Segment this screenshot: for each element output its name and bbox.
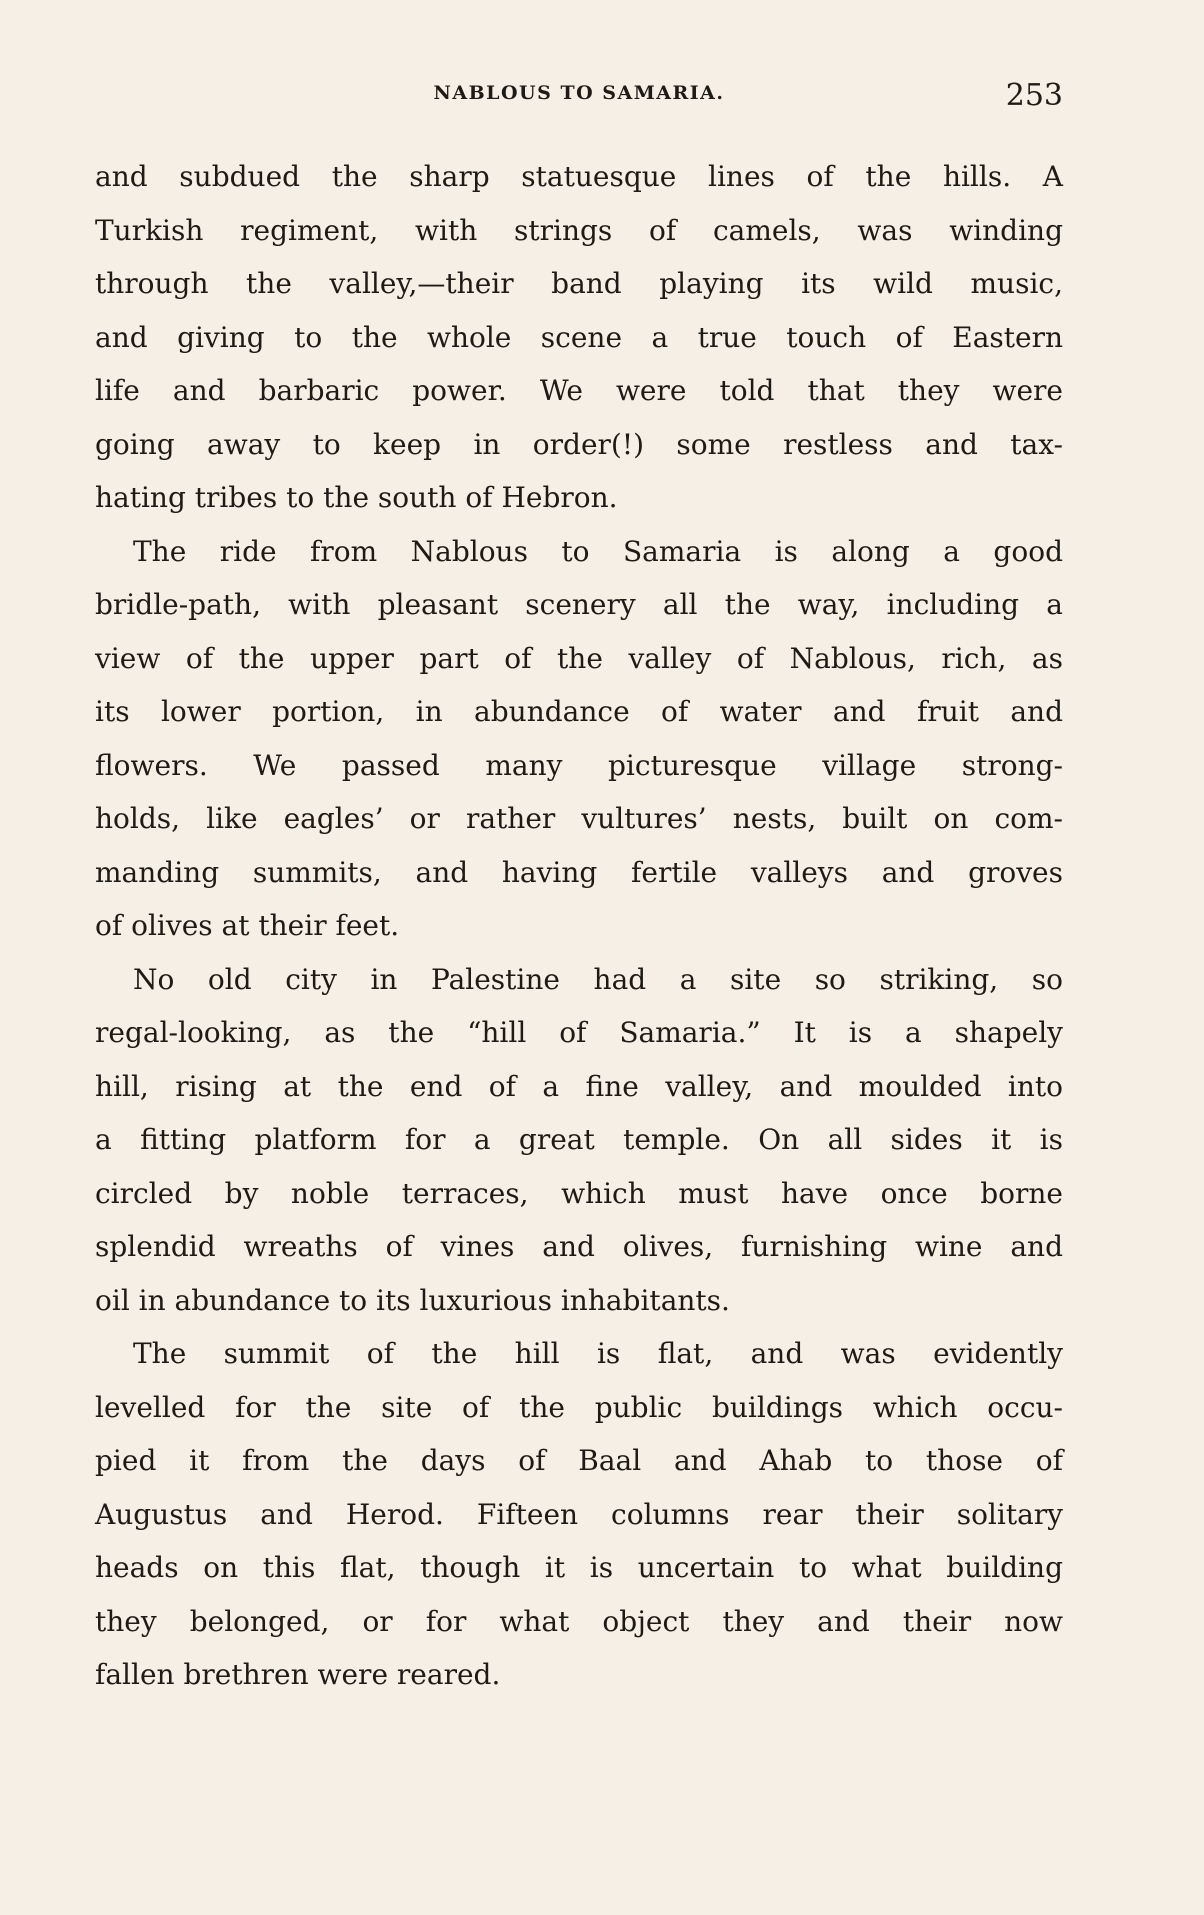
text-line: going away to keep in order(!) some restless and tax-	[95, 427, 1063, 461]
text-line: its lower portion, in abundance of water and fruit and	[95, 695, 1063, 728]
text-line: oil in abundance to its luxurious inhabitants.	[95, 1283, 730, 1317]
paragraph	[95, 1327, 1063, 1702]
text-line: pied it from the days of Baal and Ahab to those of	[95, 1444, 1063, 1477]
text-line: The ride from Nablous to Samaria is along a good	[133, 534, 1063, 568]
text-line: holds, like eagles’ or rather vultures’ nests, built on com-	[95, 802, 1063, 835]
text-line: regal-looking, as the “hill of Samaria.” It is a shapely	[95, 1016, 1063, 1049]
text-line: they belonged, or for what object they and their now	[95, 1604, 1063, 1638]
text-line: fallen brethren were reared.	[95, 1658, 501, 1691]
text-line: life and barbaric power. We were told that they were	[95, 374, 1063, 407]
running-head	[95, 78, 1063, 118]
text-line: a fitting platform for a great temple. On all sides it is	[95, 1123, 1063, 1156]
text-line: view of the upper part of the valley of Nablous, rich, as	[95, 641, 1063, 675]
paragraph	[95, 150, 1063, 525]
running-title: NABLOUS TO SAMARIA.	[433, 82, 725, 104]
text-line: and subdued the sharp statuesque lines of the hills. A	[95, 160, 1063, 193]
text-line: splendid wreaths of vines and olives, furnishing wine and	[95, 1230, 1063, 1263]
text-line: No old city in Palestine had a site so striking, so	[133, 962, 1063, 996]
text-line: bridle-path, with pleasant scenery all the way, including a	[95, 588, 1063, 621]
text-line: hating tribes to the south of Hebron.	[95, 481, 618, 514]
text-line: circled by noble terraces, which must have once borne	[95, 1176, 1063, 1210]
text-line: manding summits, and having fertile valleys and groves	[95, 855, 1063, 889]
paragraph	[95, 953, 1063, 1328]
text-line: and giving to the whole scene a true touch of Eastern	[95, 320, 1063, 354]
page-number: 253	[1005, 78, 1063, 113]
text-line: of olives at their feet.	[95, 909, 400, 942]
text-line: levelled for the site of the public buildings which occu-	[95, 1390, 1063, 1424]
text-line: flowers. We passed many picturesque village strong-	[95, 748, 1063, 782]
text-line: hill, rising at the end of a fine valley, and moulded into	[95, 1069, 1063, 1103]
text-line: Turkish regiment, with strings of camels, was winding	[95, 213, 1063, 247]
text-line: through the valley,—their band playing its wild music,	[95, 267, 1063, 300]
text-line: Augustus and Herod. Fifteen columns rear their solitary	[95, 1497, 1063, 1531]
text-line: heads on this flat, though it is uncertain to what building	[95, 1551, 1063, 1584]
text-line: The summit of the hill is flat, and was evidently	[133, 1337, 1063, 1370]
body-text	[95, 150, 1063, 1702]
paragraph	[95, 525, 1063, 953]
